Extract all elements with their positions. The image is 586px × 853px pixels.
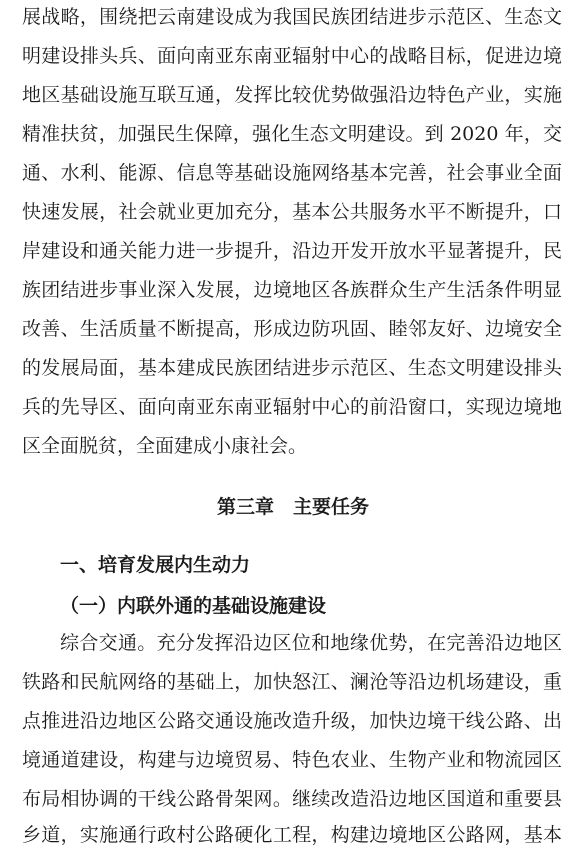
- chapter-title: 第三章 主要任务: [216, 496, 369, 518]
- text-line: 区全面脱贫，全面建成小康社会。: [22, 435, 308, 457]
- text-line: 快速发展，社会就业更加充分，基本公共服务水平不断提升，口: [22, 201, 562, 223]
- text-line: 通、水利、能源、信息等基础设施网络基本完善，社会事业全面: [22, 162, 562, 184]
- text-line: 的发展局面，基本建成民族团结进步示范区、生态文明建设排头: [22, 357, 562, 379]
- text-line: 精准扶贫，加强民生保障，强化生态文明建设。到 2020 年，交: [22, 123, 562, 145]
- text-line: 展战略，围绕把云南建设成为我国民族团结进步示范区、生态文: [22, 6, 562, 28]
- text-line: 地区基础设施互联互通，发挥比较优势做强沿边特色产业，实施: [22, 84, 562, 106]
- text-line: 布局相协调的干线公路骨架网。继续改造沿边地区国道和重要县: [22, 788, 562, 810]
- text-line: 兵的先导区、面向南亚东南亚辐射中心的前沿窗口，实现边境地: [22, 396, 562, 418]
- text-line: 明建设排头兵、面向南亚东南亚辐射中心的战略目标，促进边境: [22, 45, 562, 67]
- subsection-title: （一）内联外通的基础设施建设: [60, 595, 327, 617]
- text-line: 乡道，实施通行政村公路硬化工程，构建边境地区公路网，基本: [22, 824, 562, 846]
- section-title: 一、培育发展内生动力: [60, 554, 251, 576]
- text-line: 点推进沿边地区公路交通设施改造升级，加快边境干线公路、出: [22, 710, 562, 732]
- text-line: 综合交通。充分发挥沿边区位和地缘优势，在完善沿边地区: [60, 632, 562, 654]
- text-line: 改善、生活质量不断提高，形成边防巩固、睦邻友好、边境安全: [22, 318, 562, 340]
- text-line: 岸建设和通关能力进一步提升，沿边开发开放水平显著提升，民: [22, 240, 562, 262]
- text-line: 境通道建设，构建与边境贸易、特色农业、生物产业和物流园区: [22, 749, 562, 771]
- text-line: 铁路和民航网络的基础上，加快怒江、澜沧等沿边机场建设，重: [22, 671, 562, 693]
- text-line: 族团结进步事业深入发展，边境地区各族群众生产生活条件明显: [22, 279, 562, 301]
